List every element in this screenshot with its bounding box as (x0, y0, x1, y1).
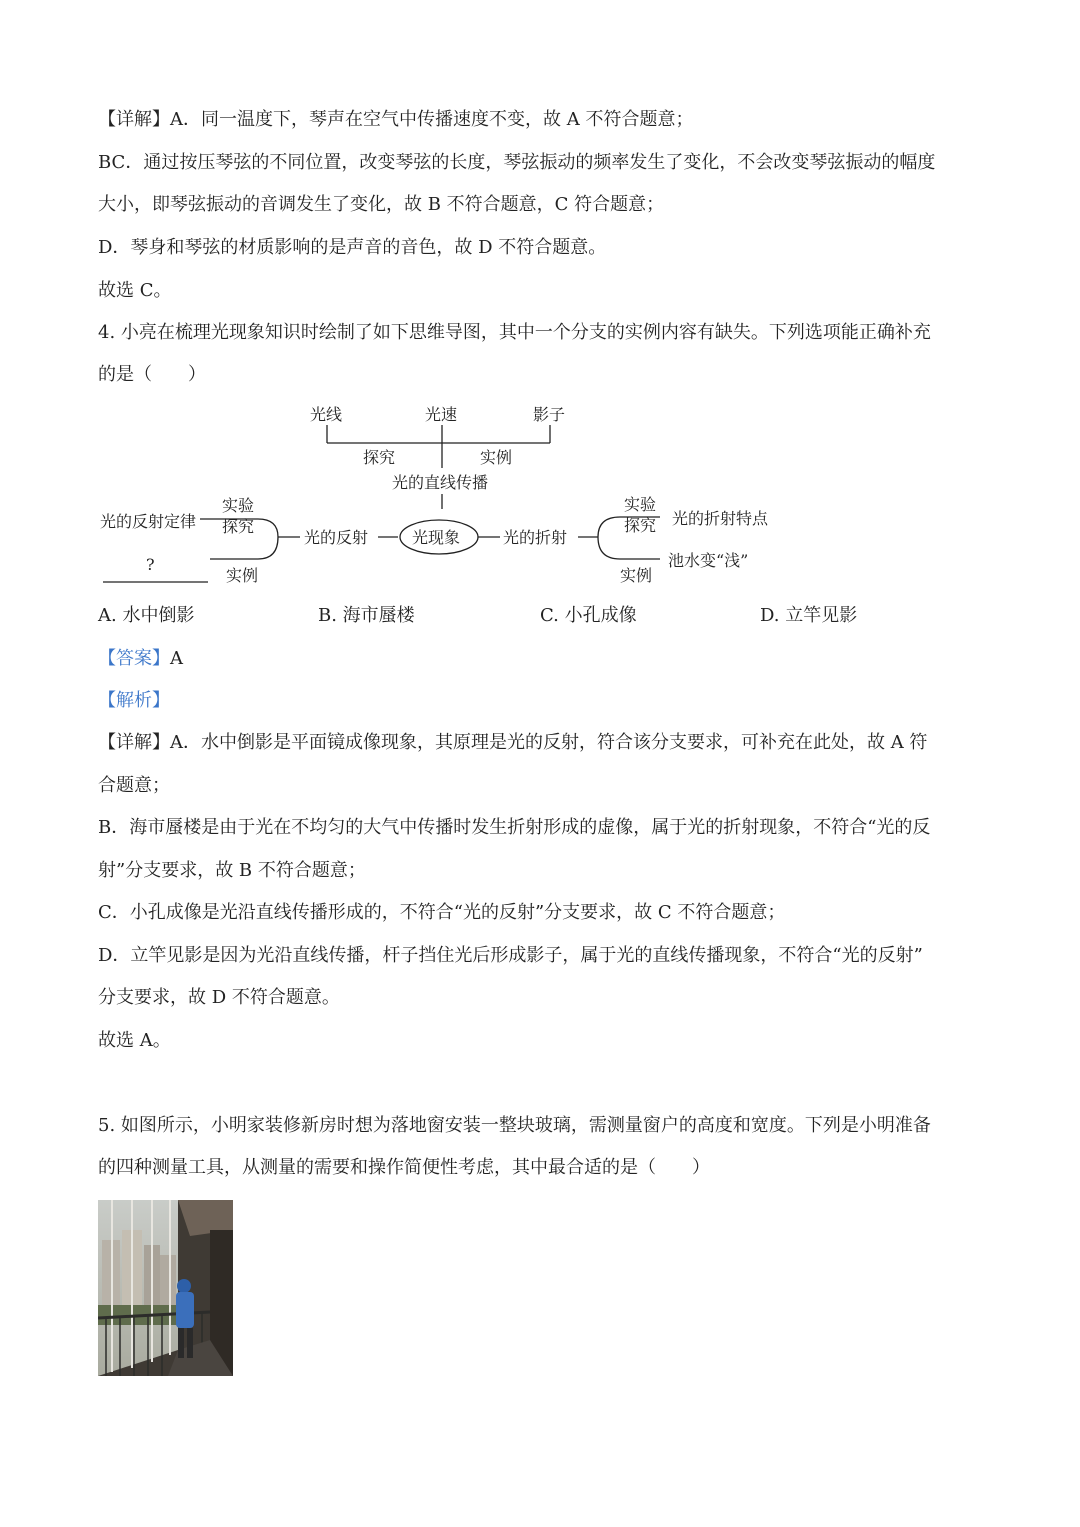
option-a: A. 水中倒影 (98, 605, 195, 626)
mind-map-diagram (0, 396, 1080, 596)
node-reflection: 光的反射 (304, 528, 369, 547)
q4-detail-line-4: 射”分支要求，故 B 不符合题意； (98, 860, 366, 881)
option-c: C. 小孔成像 (540, 605, 637, 626)
label-experiment-left: 实验 (222, 496, 255, 515)
node-straight-propagation: 光的直线传播 (392, 473, 489, 492)
q4-detail-line-2: 合题意； (98, 775, 170, 796)
label-example-right: 实例 (620, 566, 653, 585)
q4-stem-line-2: 的是（ ） (98, 364, 206, 385)
node-refraction: 光的折射 (503, 528, 568, 547)
analysis-tag: 【解析】 (98, 690, 170, 711)
answer-tag: 【答案】 (98, 648, 170, 669)
node-light-speed: 光速 (425, 405, 458, 424)
node-light-phenomena: 光现象 (412, 528, 461, 547)
detail-tag: 【详解】 (98, 732, 170, 753)
prev-detail-line-3: 大小，即琴弦振动的音调发生了变化，故 B 不符合题意，C 符合题意； (98, 194, 665, 215)
answer-value: A (170, 648, 183, 669)
prev-conclusion: 故选 C。 (98, 280, 172, 301)
q4-detail-line-1: 【详解】A．水中倒影是平面镜成像现象，其原理是光的反射，符合该分支要求，可补充在此处，故 A 符 (98, 732, 928, 753)
q4-detail-line-7: 分支要求，故 D 不符合题意。 (98, 987, 340, 1008)
detail-tag: 【详解】 (98, 109, 170, 130)
label-example-top: 实例 (480, 448, 513, 467)
label-explore-left: 探究 (222, 517, 255, 536)
prev-detail-line-2: BC．通过按压琴弦的不同位置，改变琴弦的长度，琴弦振动的频率发生了变化，不会改变琴弦振动的幅度 (98, 152, 936, 173)
q4-answer (98, 647, 183, 671)
q5-stem-line-2: 的四种测量工具，从测量的需要和操作简便性考虑，其中最合适的是（ ） (98, 1157, 710, 1178)
node-light-ray: 光线 (310, 405, 343, 424)
q4-detail-line-3: B．海市蜃楼是由于光在不均匀的大气中传播时发生折射形成的虚像，属于光的折射现象，不符合“光的反 (98, 817, 931, 838)
node-pool-shallow: 池水变“浅” (668, 551, 749, 570)
label-experiment-right: 实验 (624, 495, 657, 514)
option-d: D. 立竿见影 (760, 605, 858, 626)
balcony-window-photo (98, 1200, 233, 1376)
q4-detail-line-5: C．小孔成像是光沿直线传播形成的，不符合“光的反射”分支要求，故 C 不符合题意； (98, 902, 786, 923)
node-shadow: 影子 (533, 405, 566, 424)
q4-stem-line-1: 4. 小亮在梳理光现象知识时绘制了如下思维导图，其中一个分支的实例内容有缺失。下列选项能正确补充 (98, 322, 931, 343)
label-explore-top: 探究 (363, 448, 396, 467)
q5-stem-line-1: 5. 如图所示，小明家装修新房时想为落地窗安装一整块玻璃，需测量窗户的高度和宽度。下列是小明准备 (98, 1115, 931, 1136)
label-explore-right: 探究 (624, 516, 657, 535)
q4-detail-line-6: D．立竿见影是因为光沿直线传播，杆子挡住光后形成影子，属于光的直线传播现象，不符合“光的反射” (98, 945, 923, 966)
q4-conclusion: 故选 A。 (98, 1030, 171, 1051)
missing-example-mark: ? (146, 555, 155, 574)
label-example-left: 实例 (226, 566, 259, 585)
node-refraction-feature: 光的折射特点 (672, 509, 769, 528)
prev-detail-line-1: 【详解】A．同一温度下，琴声在空气中传播速度不变，故 A 不符合题意； (98, 109, 694, 130)
option-b: B. 海市蜃楼 (318, 605, 415, 626)
prev-detail-line-4: D．琴身和琴弦的材质影响的是声音的音色，故 D 不符合题意。 (98, 237, 607, 258)
node-reflection-law: 光的反射定律 (100, 512, 197, 531)
